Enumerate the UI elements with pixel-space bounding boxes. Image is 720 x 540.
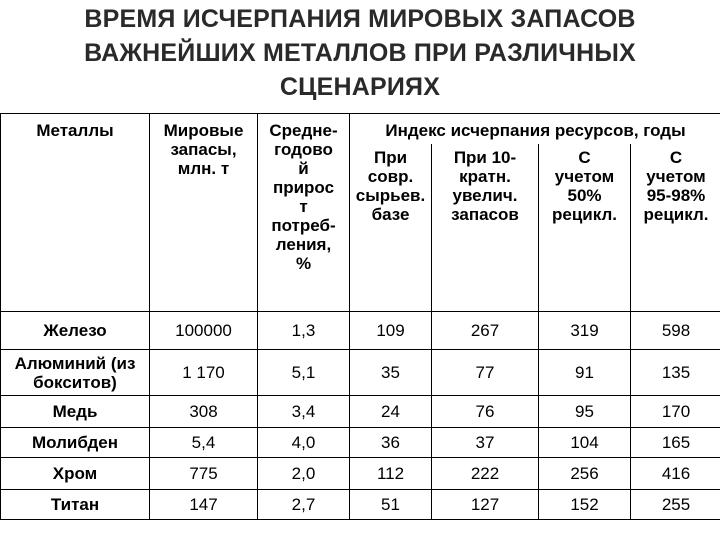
index-current-value: 51 bbox=[350, 490, 432, 520]
index-recycle50-value: 152 bbox=[539, 490, 631, 520]
growth-value: 5,1 bbox=[258, 350, 350, 396]
metal-name: Медь bbox=[1, 396, 150, 428]
reserves-value: 775 bbox=[150, 458, 258, 490]
index-tenfold-value: 76 bbox=[432, 396, 539, 428]
index-recycle95-value: 165 bbox=[631, 428, 720, 458]
index-current-value: 112 bbox=[350, 458, 432, 490]
table-row bbox=[1, 396, 720, 428]
metal-name: Железо bbox=[1, 312, 150, 350]
title-line-3: СЦЕНАРИЯХ bbox=[279, 73, 441, 101]
header-consumption-growth: Средне- годово й прирос т потреб- ления, % bbox=[258, 114, 350, 312]
index-tenfold-value: 127 bbox=[432, 490, 539, 520]
reserves-value: 100000 bbox=[150, 312, 258, 350]
index-recycle95-value: 416 bbox=[631, 458, 720, 490]
index-current-value: 36 bbox=[350, 428, 432, 458]
index-recycle50-value: 104 bbox=[539, 428, 631, 458]
page-title bbox=[0, 2, 720, 104]
index-recycle95-value: 135 bbox=[631, 350, 720, 396]
table-row bbox=[1, 458, 720, 490]
metal-name: Алюминий (из бокситов) bbox=[1, 350, 150, 396]
metal-name: Хром bbox=[1, 458, 150, 490]
index-recycle50-value: 91 bbox=[539, 350, 631, 396]
header-reserves: Мировые запасы, млн. т bbox=[150, 114, 258, 312]
metal-name: Титан bbox=[1, 490, 150, 520]
header-depletion-index: Индекс исчерпания ресурсов, годы bbox=[350, 114, 720, 144]
index-recycle50-value: 256 bbox=[539, 458, 631, 490]
table-row bbox=[1, 490, 720, 520]
header-tenfold-reserves: При 10- кратн. увелич. запасов bbox=[432, 144, 539, 312]
table-row bbox=[1, 312, 720, 350]
table-row bbox=[1, 350, 720, 396]
growth-value: 1,3 bbox=[258, 312, 350, 350]
reserves-value: 5,4 bbox=[150, 428, 258, 458]
index-recycle50-value: 95 bbox=[539, 396, 631, 428]
header-recycling-50: С учетом 50% рецикл. bbox=[539, 144, 631, 312]
index-tenfold-value: 267 bbox=[432, 312, 539, 350]
growth-value: 4,0 bbox=[258, 428, 350, 458]
index-recycle95-value: 598 bbox=[631, 312, 720, 350]
title-line-1: ВРЕМЯ ИСЧЕРПАНИЯ МИРОВЫХ ЗАПАСОВ bbox=[84, 5, 636, 33]
index-tenfold-value: 222 bbox=[432, 458, 539, 490]
metals-table bbox=[0, 113, 720, 520]
header-metals: Металлы bbox=[1, 114, 150, 312]
reserves-value: 308 bbox=[150, 396, 258, 428]
table-row bbox=[1, 428, 720, 458]
reserves-value: 147 bbox=[150, 490, 258, 520]
index-recycle95-value: 170 bbox=[631, 396, 720, 428]
growth-value: 3,4 bbox=[258, 396, 350, 428]
index-tenfold-value: 77 bbox=[432, 350, 539, 396]
header-current-base: При совр. сырьев. базе bbox=[350, 144, 432, 312]
growth-value: 2,7 bbox=[258, 490, 350, 520]
index-tenfold-value: 37 bbox=[432, 428, 539, 458]
index-current-value: 24 bbox=[350, 396, 432, 428]
index-recycle95-value: 255 bbox=[631, 490, 720, 520]
growth-value: 2,0 bbox=[258, 458, 350, 490]
metal-name: Молибден bbox=[1, 428, 150, 458]
title-line-2: ВАЖНЕЙШИХ МЕТАЛЛОВ ПРИ РАЗЛИЧНЫХ bbox=[84, 39, 636, 67]
index-recycle50-value: 319 bbox=[539, 312, 631, 350]
index-current-value: 109 bbox=[350, 312, 432, 350]
index-current-value: 35 bbox=[350, 350, 432, 396]
header-recycling-95-98: С учетом 95-98% рецикл. bbox=[631, 144, 720, 312]
reserves-value: 1 170 bbox=[150, 350, 258, 396]
